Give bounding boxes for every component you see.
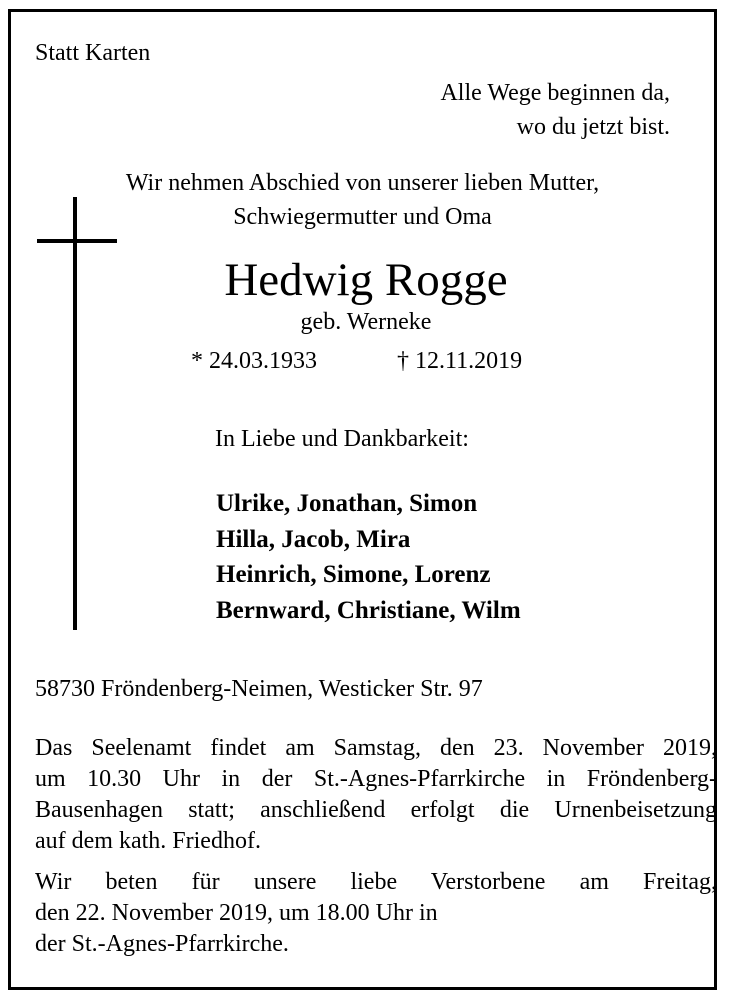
farewell-line: Schwiegermutter und Oma [233, 204, 492, 230]
mass-paragraph [35, 733, 717, 857]
family-line: Heinrich, Simone, Lorenz [216, 561, 491, 588]
motto-line: Alle Wege beginnen da, [440, 80, 670, 106]
prayer-paragraph [35, 867, 717, 960]
prayer-line: Wir beten für unsere liebe Verstorbene am Freitag, [35, 869, 717, 895]
mass-line: um 10.30 Uhr in der St.-Agnes-Pfarrkirche in Fröndenberg- [35, 766, 717, 792]
cross-icon-bar [37, 239, 117, 243]
mass-line: Das Seelenamt findet am Samstag, den 23. November 2019, [35, 735, 717, 761]
prayer-line: den 22. November 2019, um 18.00 Uhr in [35, 900, 438, 926]
mass-line: auf dem kath. Friedhof. [35, 828, 261, 854]
mass-line: Bausenhagen statt; anschließend erfolgt die Urnenbeisetzung [35, 797, 717, 823]
family-list [216, 486, 521, 628]
motto-line: wo du jetzt bist. [516, 114, 670, 140]
death-date: † 12.11.2019 [397, 348, 523, 374]
deceased-name: Hedwig Rogge [224, 254, 508, 306]
family-line: Hilla, Jacob, Mira [216, 525, 411, 553]
address-text: 58730 Fröndenberg-Neimen, Westicker Str. 97 [35, 676, 483, 702]
family-line: Ulrike, Jonathan, Simon [216, 490, 478, 517]
birth-date: * 24.03.1933 [191, 348, 317, 374]
motto [440, 76, 670, 144]
thanks-text: In Liebe und Dankbarkeit: [215, 426, 469, 452]
greeting-text: Statt Karten [35, 40, 151, 66]
farewell-line: Wir nehmen Abschied von unserer lieben Mutter, [125, 170, 600, 196]
prayer-line: der St.-Agnes-Pfarrkirche. [35, 931, 289, 957]
obituary-card [8, 9, 717, 990]
birth-name: geb. Werneke [300, 309, 432, 335]
family-line: Bernward, Christiane, Wilm [216, 596, 521, 624]
farewell-text [11, 166, 714, 234]
